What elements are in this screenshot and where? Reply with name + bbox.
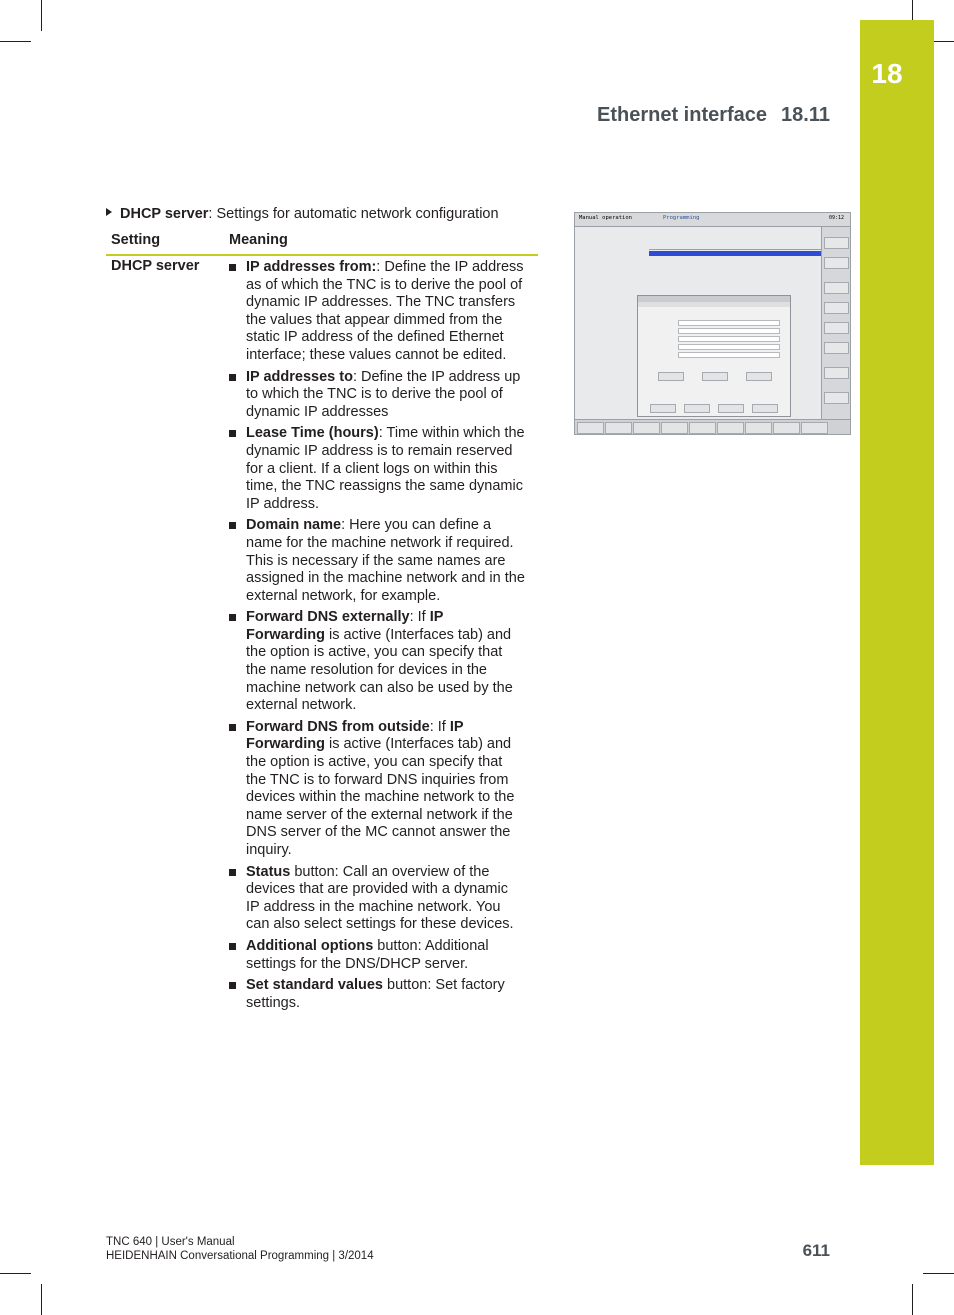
screenshot-dialog-button <box>702 372 728 381</box>
footer-line-1: TNC 640 | User's Manual <box>106 1236 235 1248</box>
screenshot-dialog-field <box>678 328 780 334</box>
item-term: IP Forwarding <box>246 718 464 753</box>
screenshot-mode-bar <box>575 213 850 227</box>
screenshot-softkey <box>689 422 716 434</box>
crop-mark <box>41 0 42 31</box>
square-bullet-icon <box>229 264 236 271</box>
page-header <box>597 104 830 127</box>
intro-text: : Settings for automatic network configuration <box>208 206 499 222</box>
square-bullet-icon <box>229 943 236 950</box>
list-item <box>229 864 525 934</box>
meaning-list <box>229 259 525 1016</box>
tnc-screenshot-figure <box>574 212 851 435</box>
screenshot-clock: 09:12 <box>828 215 844 221</box>
crop-mark <box>41 1284 42 1315</box>
chapter-number: 18 <box>871 58 903 89</box>
screenshot-side-key <box>824 257 849 269</box>
list-item <box>229 977 525 1012</box>
item-text: button: Call an overview of the devices that are provided with a dynamic IP address in the machine network. You can also select settings for these devices. <box>246 863 514 933</box>
crop-mark <box>0 1273 31 1274</box>
screenshot-softkey <box>577 422 604 434</box>
header-section: 18.11 <box>781 104 830 126</box>
screenshot-dialog-button <box>718 404 744 413</box>
square-bullet-icon <box>229 522 236 529</box>
item-text: : Here you can define a name for the machine network if required. This is necessary if the same names are assigned in the machine network and in the external network, for example. <box>246 517 525 604</box>
crop-mark <box>912 1284 913 1315</box>
footer-line-2: HEIDENHAIN Conversational Programming | 3/2014 <box>106 1250 374 1262</box>
screenshot-dialog-button <box>752 404 778 413</box>
item-text: : If <box>429 718 450 735</box>
screenshot-dialog-button <box>684 404 710 413</box>
table-header-rule <box>106 254 538 256</box>
screenshot-softkey <box>801 422 828 434</box>
screenshot-mode-manual: Manual operation <box>579 215 632 221</box>
list-item <box>229 259 525 365</box>
item-term: Additional options <box>246 937 374 954</box>
screenshot-softkey-row <box>575 419 850 434</box>
screenshot-side-key <box>824 282 849 294</box>
header-setting: Setting <box>111 232 161 248</box>
item-text: is active (Interfaces tab) and the option is active, you can specify that the name resolution for devices in the machine network can also be used by the external network. <box>246 626 513 714</box>
item-term: Set standard values <box>246 977 383 994</box>
screenshot-file-header <box>649 243 822 250</box>
screenshot-softkey <box>661 422 688 434</box>
screenshot-side-panel <box>821 227 850 423</box>
screenshot-side-key <box>824 302 849 314</box>
screenshot-dialog-field <box>678 320 780 326</box>
screenshot-dialog-field <box>678 336 780 342</box>
item-term: IP Forwarding <box>246 609 444 643</box>
header-meaning: Meaning <box>229 232 288 248</box>
item-text: : Define the IP address as of which the TNC is to derive the pool of dynamic IP addresses. The TNC transfers the values that appear dimmed from the static IP address of the defined Ethernet interface; these values cannot be edited. <box>246 259 524 363</box>
item-term: Lease Time (hours) <box>246 425 379 442</box>
square-bullet-icon <box>229 374 236 381</box>
intro-term: DHCP server <box>120 206 209 222</box>
item-text: button: Additional settings for the DNS/DHCP server. <box>246 937 489 972</box>
list-item <box>229 938 525 973</box>
square-bullet-icon <box>229 430 236 437</box>
list-item <box>229 517 525 605</box>
screenshot-side-key <box>824 322 849 334</box>
chapter-tab <box>860 20 934 1165</box>
screenshot-softkey <box>773 422 800 434</box>
screenshot-directory-tree <box>577 231 643 427</box>
list-item <box>229 425 525 513</box>
item-text: : If <box>409 609 430 626</box>
screenshot-dialog-field <box>678 344 780 350</box>
screenshot-side-key <box>824 367 849 379</box>
screenshot-softkey <box>717 422 744 434</box>
square-bullet-icon <box>229 982 236 989</box>
screenshot-dialog-tabs <box>638 302 790 307</box>
item-text: : Time within which the dynamic IP address is to remain reserved for a client. If a client logs on within this time, the TNC reassigns the same dynamic IP address. <box>246 425 525 512</box>
item-text: : Define the IP address up to which the TNC is to derive the pool of dynamic IP addresses <box>246 368 521 420</box>
screenshot-dialog <box>637 295 791 417</box>
crop-mark <box>0 41 31 42</box>
square-bullet-icon <box>229 869 236 876</box>
screenshot-softkey <box>745 422 772 434</box>
list-item <box>229 609 525 715</box>
list-item <box>229 719 525 860</box>
item-term: IP addresses from: <box>246 259 377 275</box>
screenshot-selected-file <box>649 251 822 256</box>
square-bullet-icon <box>229 614 236 621</box>
screenshot-dialog-field <box>678 352 780 358</box>
list-item <box>229 369 525 422</box>
item-term: Status <box>246 863 291 880</box>
screenshot-dialog-button <box>650 404 676 413</box>
screenshot-softkey <box>633 422 660 434</box>
setting-cell: DHCP server <box>111 258 200 274</box>
triangle-bullet-icon <box>106 208 112 216</box>
screenshot-side-key <box>824 392 849 404</box>
item-term: Forward DNS externally <box>246 609 410 626</box>
square-bullet-icon <box>229 724 236 731</box>
screenshot-side-key <box>824 237 849 249</box>
screenshot-dialog-button <box>746 372 772 381</box>
screenshot-dialog-button <box>658 372 684 381</box>
header-title: Ethernet interface <box>596 104 768 126</box>
item-text: button: Set factory settings. <box>246 977 505 1011</box>
screenshot-mode-programming: Programming <box>663 215 700 221</box>
item-term: IP addresses to <box>246 368 353 385</box>
page-footer <box>106 1235 374 1263</box>
crop-mark <box>923 1273 954 1274</box>
intro-line <box>106 206 499 222</box>
item-term: Forward DNS from outside <box>246 718 430 735</box>
page-number: 611 <box>802 1241 830 1260</box>
screenshot-side-key <box>824 342 849 354</box>
screenshot-softkey <box>605 422 632 434</box>
item-text: is active (Interfaces tab) and the option is active, you can specify that the TNC is to forward DNS inquiries from devices within the machine network to the name server of the external network if the DNS server of the MC cannot answer the inquiry. <box>246 736 515 858</box>
item-term: Domain name <box>246 517 342 534</box>
